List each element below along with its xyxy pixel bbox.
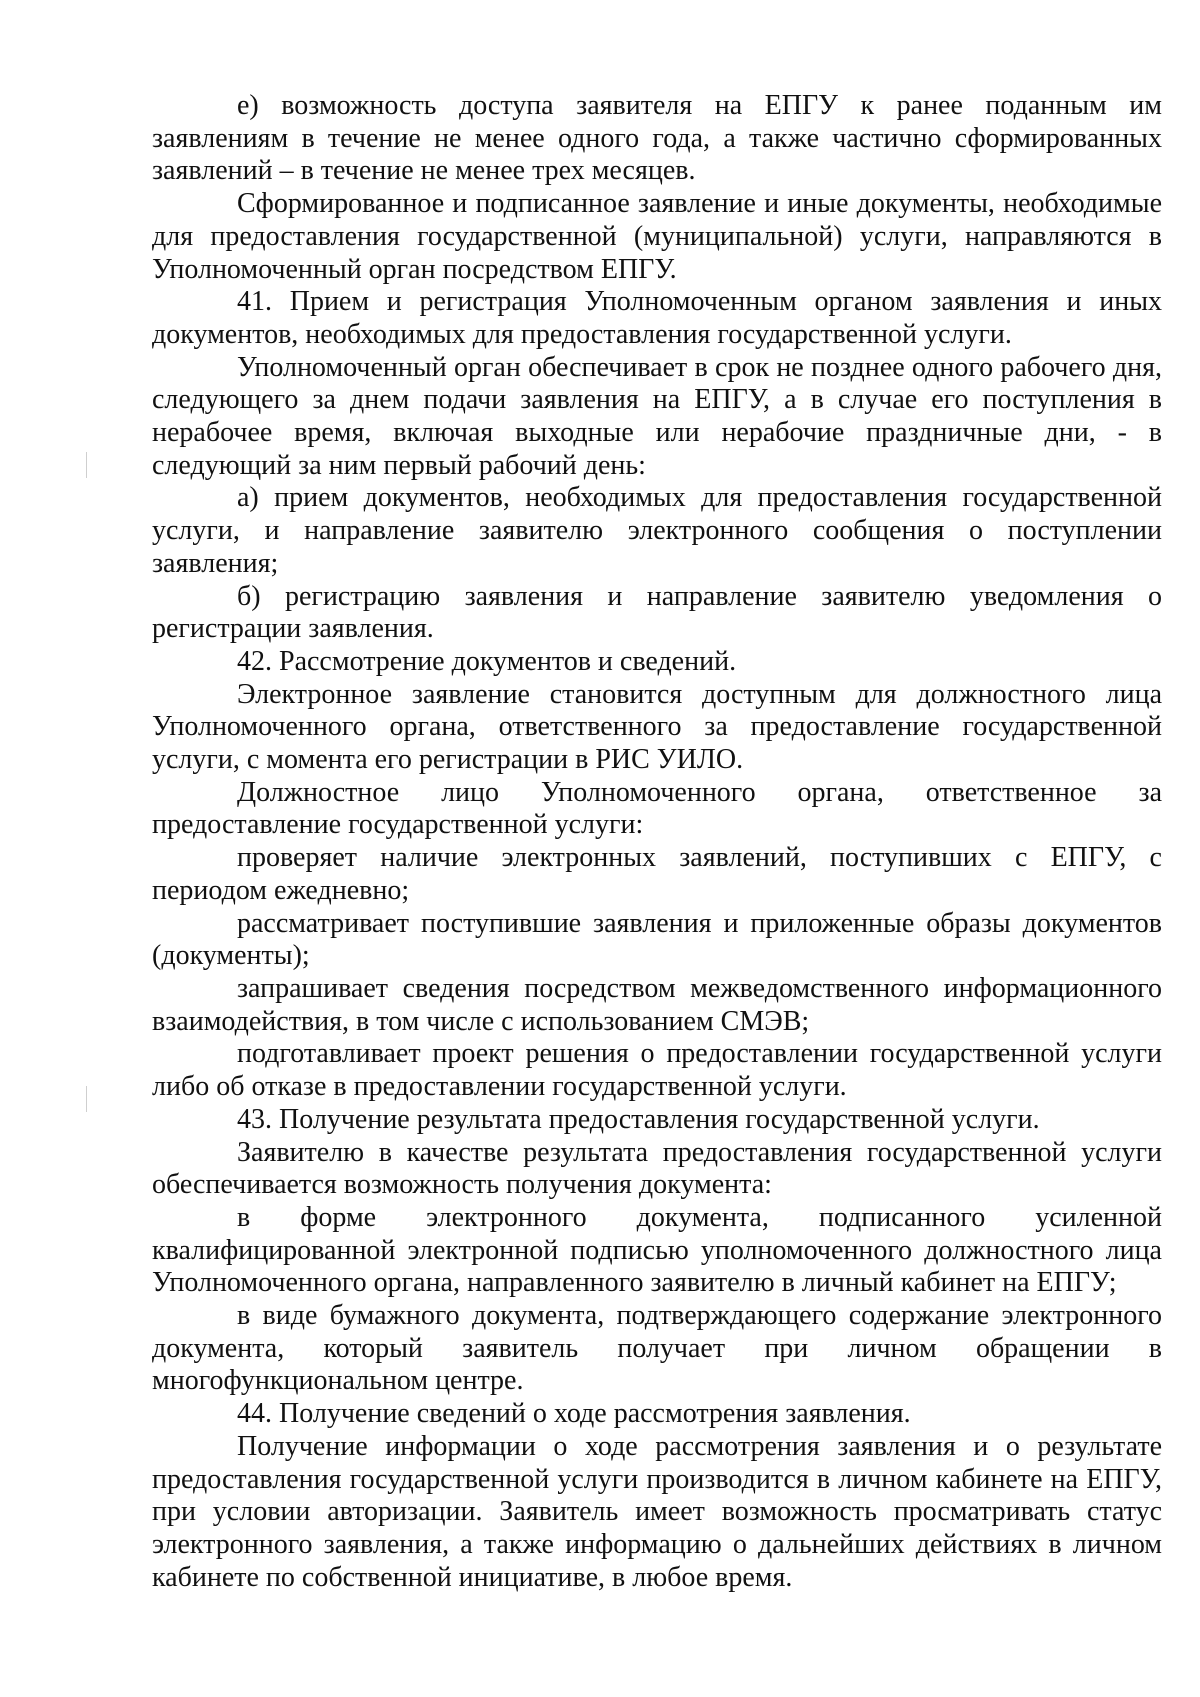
paragraph-prepare-decision: подготавливает проект решения о предоставлении государственной услуги либо об отказе в предоставлении государственной услуги. xyxy=(152,1038,1162,1103)
paragraph-electronic-result: в форме электронного документа, подписанного усиленной квалифицированной электронной подписью уполномоченного должностного лица Уполномоченного органа, направленного заявителю в личный кабинет на ЕПГУ; xyxy=(152,1201,1162,1299)
paragraph-check-applications: проверяет наличие электронных заявлений, поступивших с ЕПГУ, с периодом ежедневно; xyxy=(152,842,1162,906)
paragraph-section-42: 42. Рассмотрение документов и сведений. xyxy=(237,645,737,677)
paragraph-section-44: 44. Получение сведений о ходе рассмотрения заявления. xyxy=(237,1398,911,1430)
paragraph-result-options: Заявителю в качестве результата предоставления государственной услуги обеспечивается возможность получения документа: xyxy=(152,1136,1162,1201)
paragraph-electronic-availability: Электронное заявление становится доступным для должностного лица Уполномоченного органа, ответственного за предоставление государственной услуги, с момента его регистрации в РИС УИЛО. xyxy=(152,678,1162,776)
paragraph-item-e: е) возможность доступа заявителя на ЕПГУ к ранее поданным им заявлениям в течение не менее одного года, а также частично сформированных заявлений – в течение не менее трех месяцев. xyxy=(152,90,1162,187)
scan-artifact-mark xyxy=(86,452,87,478)
paragraph-registration-deadline: Уполномоченный орган обеспечивает в срок не позднее одного рабочего дня, следующего за днем подачи заявления на ЕПГУ, а в случае его поступления в нерабочее время, включая выходные или нерабочие праздничные дни, - в следующий за ним первый рабочий день: xyxy=(152,351,1162,481)
paragraph-section-43: 43. Получение результата предоставления государственной услуги. xyxy=(237,1103,1040,1135)
paragraph-paper-result: в виде бумажного документа, подтверждающего содержание электронного документа, который заявитель получает при личном обращении в многофункциональном центре. xyxy=(152,1300,1162,1397)
paragraph-status-tracking: Получение информации о ходе рассмотрения заявления и о результате предоставления государственной услуги производится в личном кабинете на ЕПГУ, при условии авторизации. Заявитель имеет возможность просматривать статус электронного заявления, а также информацию о дальнейших действиях в личном кабинете по собственной инициативе, в любое время. xyxy=(152,1430,1162,1593)
paragraph-review-documents: рассматривает поступившие заявления и приложенные образы документов (документы); xyxy=(152,907,1162,972)
document-body xyxy=(152,90,1162,1594)
scan-artifact-mark xyxy=(86,1086,87,1112)
paragraph-item-a: а) прием документов, необходимых для предоставления государственной услуги, и направление заявителю электронного сообщения о поступлении заявления; xyxy=(152,482,1162,579)
paragraph-submission: Сформированное и подписанное заявление и иные документы, необходимые для предоставления государственной (муниципальной) услуги, направляются в Уполномоченный орган посредством ЕПГУ. xyxy=(152,188,1162,285)
paragraph-interagency-request: запрашивает сведения посредством межведомственного информационного взаимодействия, в том числе с использованием СМЭВ; xyxy=(152,972,1162,1037)
paragraph-official-duties: Должностное лицо Уполномоченного органа, ответственное за предоставление государственной услуги: xyxy=(152,776,1162,841)
paragraph-section-41: 41. Прием и регистрация Уполномоченным органом заявления и иных документов, необходимых для предоставления государственной услуги. xyxy=(152,286,1162,350)
paragraph-item-b: б) регистрацию заявления и направление заявителю уведомления о регистрации заявления. xyxy=(152,580,1162,645)
